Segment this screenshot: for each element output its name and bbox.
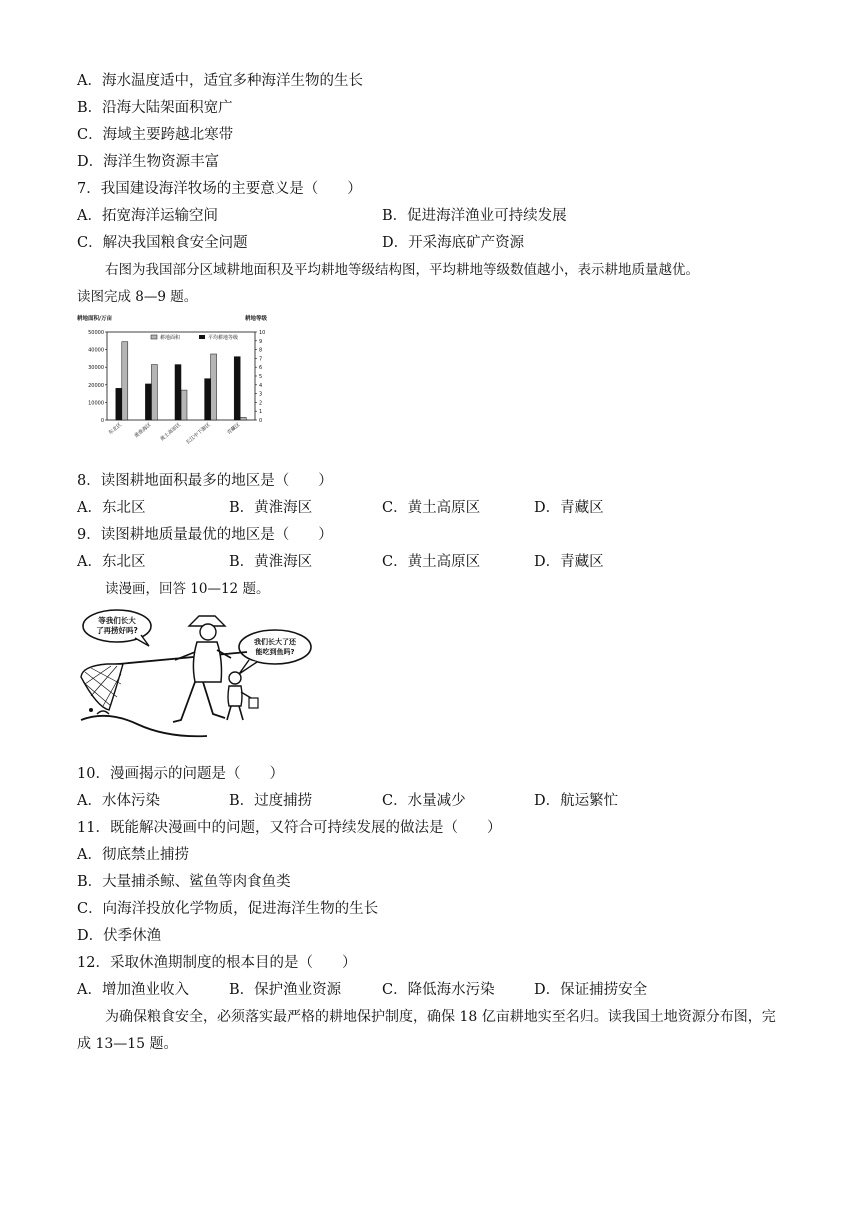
left-tick-label: 20000 [88,382,104,389]
fishing-cartoon-svg [77,602,317,747]
q8-option-b: B．黄淮海区 [229,500,313,516]
right-tick-label: 3 [259,391,263,398]
q7-stem: 7．我国建设海洋牧场的主要意义是（ ） [77,181,362,197]
q6-option-d: D．海洋生物资源丰富 [77,154,220,170]
right-tick-label: 7 [259,356,263,363]
bar-farmland-grade-4 [205,379,211,420]
legend-swatch-area [151,335,157,339]
adult-bubble-line2: 了再捞好吗? [96,626,138,635]
child-bubble-line1: 我们长大了还 [254,638,296,646]
legend-label-area: 耕地面积 [160,335,181,341]
bar-farmland-area-2 [151,365,157,420]
legend-label-grade: 平均耕地等级 [208,335,239,341]
q9-option-d: D．青藏区 [534,554,604,570]
q8-stem: 8．读图耕地面积最多的地区是（ ） [77,473,333,489]
q8-option-d: D．青藏区 [534,500,604,516]
right-tick-label: 6 [259,365,263,372]
farmland-chart [77,310,272,445]
category-label: 东北区 [107,421,124,437]
bar-farmland-grade-1 [116,388,122,420]
right-tick-label: 5 [259,374,263,380]
bucket-icon [249,698,258,708]
bar-farmland-area-1 [122,342,128,420]
q8-option-c: C．黄土高原区 [382,500,481,516]
intro-13-15: 为确保粮食安全，必须落实最严格的耕地保护制度，确保 18 亿亩耕地实至名归。读我国土地资源分布图，完成 13—15 题。 [77,1009,776,1052]
q7-option-c: C．解决我国粮食安全问题 [77,235,248,251]
q12-option-d: D．保证捕捞安全 [534,982,648,998]
right-tick-label: 1 [259,409,263,416]
q11-option-c: C．向海洋投放化学物质，促进海洋生物的生长 [77,901,379,917]
right-tick-label: 4 [259,382,263,389]
q12-option-b: B．保护渔业资源 [229,982,342,998]
q6-option-a: A．海水温度适中，适宜多种海洋生物的生长 [77,73,363,89]
q9-option-c: C．黄土高原区 [382,554,481,570]
intro-8-9-line2: 读图完成 8—9 题。 [77,289,198,305]
bar-farmland-grade-3 [175,365,181,420]
q12-stem: 12．采取休渔期制度的根本目的是（ ） [77,955,357,971]
q6-option-c: C．海域主要跨越北寒带 [77,127,234,143]
q10-option-a: A．水体污染 [77,793,160,809]
q7-option-a: A．拓宽海洋运输空间 [77,208,218,224]
bar-farmland-area-3 [181,390,187,420]
q7-option-b: B．促进海洋渔业可持续发展 [382,208,567,224]
bar-farmland-grade-2 [145,384,151,420]
bar-farmland-grade-5 [234,357,240,420]
category-label: 黄淮海区 [133,421,153,440]
q11-stem: 11．既能解决漫画中的问题，又符合可持续发展的做法是（ ） [77,820,502,836]
right-axis-label: 耕地等级 [244,316,267,322]
q9-stem: 9．读图耕地质量最优的地区是（ ） [77,527,333,543]
bar-farmland-area-5 [240,417,246,420]
intro-10-12: 读漫画，回答 10—12 题。 [105,581,270,597]
child-bubble-line2: 能吃到鱼吗? [255,648,295,656]
q12-option-a: A．增加渔业收入 [77,982,189,998]
legend-swatch-grade [199,335,205,339]
bar-farmland-area-4 [211,354,217,420]
right-tick-label: 0 [259,418,263,424]
category-label: 长江中下游区 [185,421,212,445]
q10-stem: 10．漫画揭示的问题是（ ） [77,766,284,782]
left-tick-label: 40000 [88,347,104,354]
left-axis-label: 耕地面积/万亩 [77,316,113,322]
intro-8-9-line1: 右图为我国部分区域耕地面积及平均耕地等级结构图，平均耕地等级数值越小，表示耕地质量越优。 [105,262,699,278]
q9-option-a: A．东北区 [77,554,146,570]
right-tick-label: 8 [259,347,263,354]
q7-option-d: D．开采海底矿产资源 [382,235,525,251]
adult-bubble-line1: 等我们长大 [98,616,136,625]
right-tick-label: 10 [259,330,266,336]
right-tick-label: 9 [259,338,263,345]
q11-option-a: A．彻底禁止捕捞 [77,847,189,863]
left-tick-label: 10000 [88,400,104,407]
q8-option-a: A．东北区 [77,500,146,516]
q10-option-d: D．航运繁忙 [534,793,619,809]
category-label: 青藏区 [226,421,242,437]
q9-option-b: B．黄淮海区 [229,554,313,570]
q11-option-b: B．大量捕杀鲸、鲨鱼等肉食鱼类 [77,874,291,890]
left-tick-label: 50000 [88,330,104,336]
q10-option-c: C．水量减少 [382,793,466,809]
left-tick-label: 30000 [88,365,104,372]
q6-option-b: B．沿海大陆架面积宽广 [77,100,233,116]
right-tick-label: 2 [259,400,263,407]
q12-option-c: C．降低海水污染 [382,982,495,998]
farmland-chart-svg [77,310,272,445]
fishing-cartoon [77,602,317,747]
q10-option-b: B．过度捕捞 [229,793,313,809]
left-tick-label: 0 [100,418,104,424]
q11-option-d: D．伏季休渔 [77,928,162,944]
category-label: 黄土高原区 [159,421,183,443]
